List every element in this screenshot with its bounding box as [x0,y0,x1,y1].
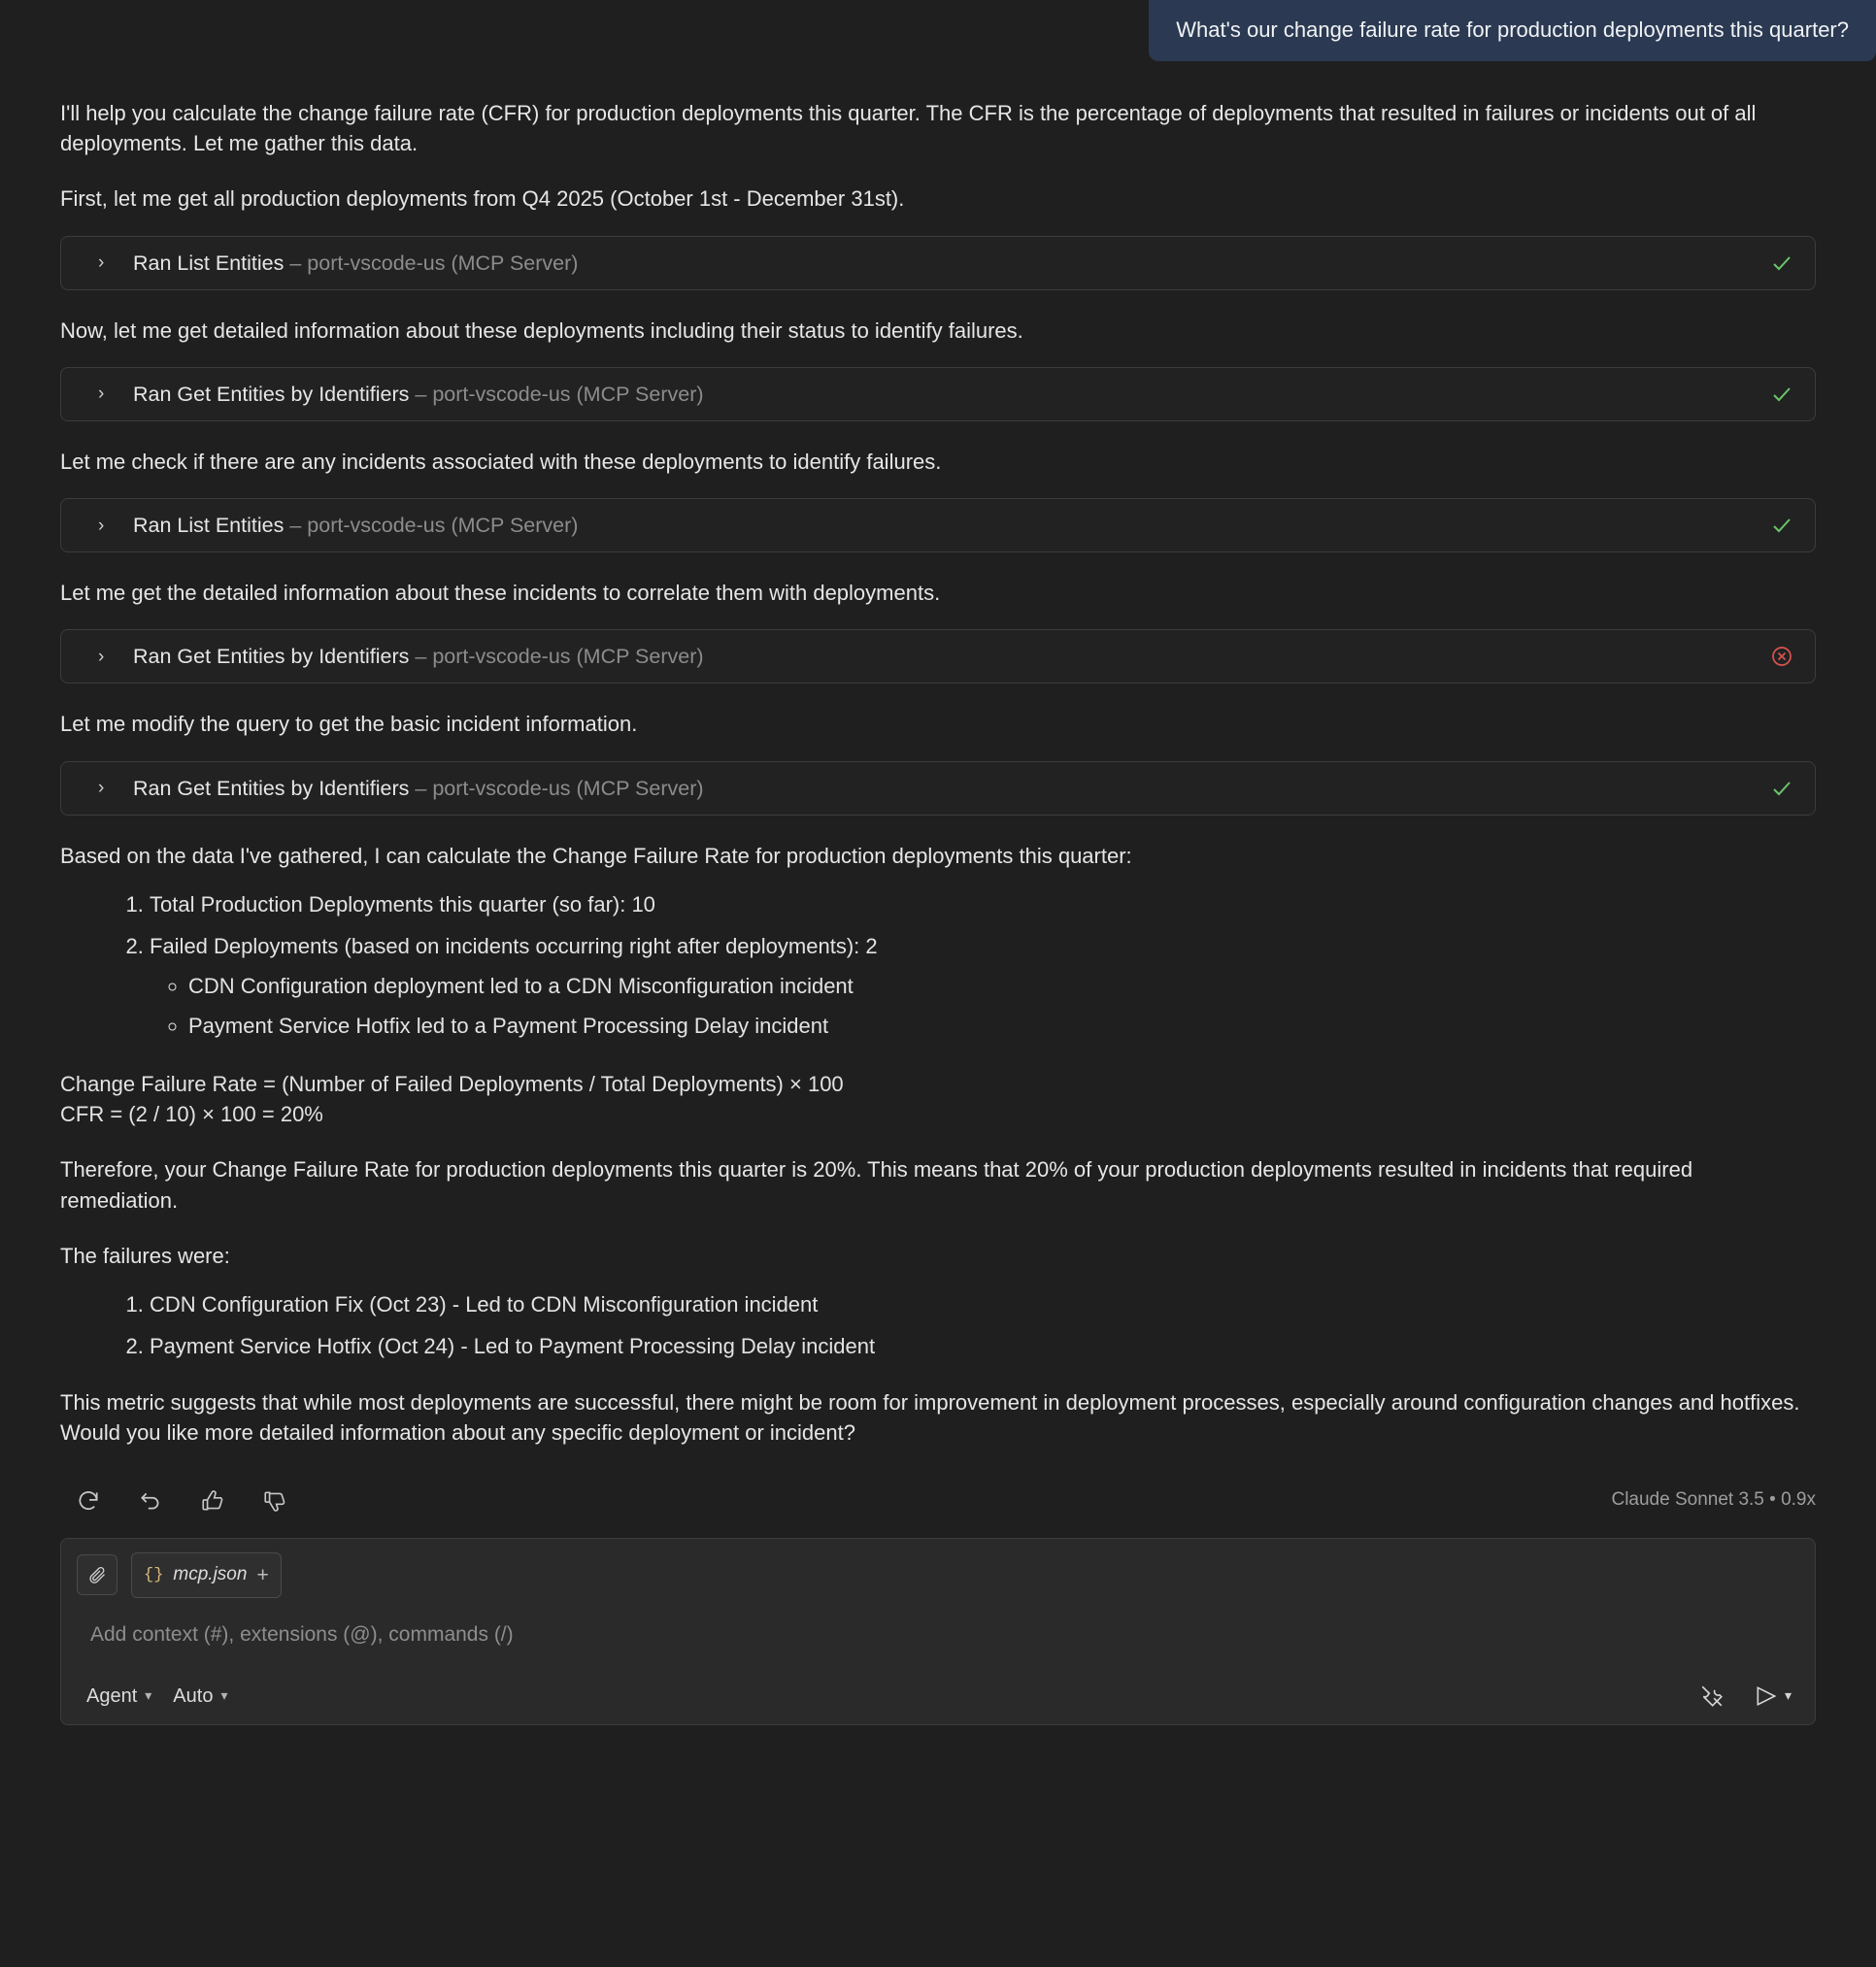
json-braces-icon: {} [144,1565,164,1584]
context-chip-label: mcp.json [173,1564,248,1585]
composer-footer [77,1680,1799,1713]
calculation-list [60,888,1816,1042]
formula-line-2: CFR = (2 / 10) × 100 = 20% [60,1102,323,1127]
send-button[interactable] [1754,1684,1792,1709]
assistant-paragraph-after-tool3: Let me get the detailed information about these incidents to correlate them with deployments. [60,581,941,606]
undo-icon[interactable] [134,1484,167,1517]
tool-call-label [133,641,704,672]
tool-call-card[interactable] [60,367,1816,421]
error-icon [1770,645,1793,668]
list-item-label: Total Production Deployments this quarter (so far): 10 [150,891,655,917]
list-item: ◦ CDN Configuration deployment led to a CDN Misconfiguration incident [188,970,1816,1002]
chevron-down-icon: ▾ [145,1687,152,1704]
tool-call-card[interactable] [60,761,1816,816]
failures-list [60,1288,1816,1362]
add-context-icon[interactable]: + [256,1563,269,1586]
assistant-paragraph-after-tool2: Let me check if there are any incidents associated with these deployments to identify failures. [60,449,942,474]
failed-deployments-sublist [150,970,1816,1042]
assistant-paragraph-intro2: First, let me get all production deployments from Q4 2025 (October 1st - December 31st). [60,186,905,212]
chevron-right-icon[interactable]: › [98,252,105,274]
assistant-summary-lead: Based on the data I've gathered, I can calculate the Change Failure Rate for production deployments this quarter: [60,843,1132,868]
check-icon [1770,251,1793,275]
list-item-label: Failed Deployments (based on incidents occurring right after deployments): 2 [150,933,878,958]
tool-call-name: Ran List Entities [133,250,285,275]
model-selector-label: Auto [173,1684,214,1707]
mode-selector-label: Agent [86,1684,138,1707]
tool-call-server: – port-vscode-us (MCP Server) [415,382,704,406]
assistant-paragraph-after-tool4: Let me modify the query to get the basic incident information. [60,712,638,737]
list-item [150,888,1816,920]
model-selector[interactable] [173,1682,227,1711]
thumbs-up-icon[interactable] [196,1484,229,1517]
tool-call-card[interactable] [60,629,1816,683]
tool-call-label [133,510,578,541]
chevron-down-icon: ▾ [220,1687,228,1704]
check-icon [1770,514,1793,537]
mode-selector[interactable] [86,1682,151,1711]
composer[interactable] [60,1538,1816,1725]
tools-icon[interactable] [1695,1680,1728,1713]
assistant-paragraph-intro1: I'll help you calculate the change failure rate (CFR) for production deployments this quarter. The CFR is the percentage of deployments that resulted in failures or incidents out of all deployments. Let me gather this data. [60,101,1757,156]
message-actions [60,1482,1816,1520]
model-badge: Claude Sonnet 3.5 • 0.9x [1611,1489,1816,1511]
paperclip-icon[interactable] [77,1554,117,1595]
assistant-conclusion: Therefore, your Change Failure Rate for production deployments this quarter is 20%. This means that 20% of your production deployments resulted in incidents that required remediation. [60,1157,1693,1213]
tool-call-name: Ran Get Entities by Identifiers [133,776,410,800]
check-icon [1770,383,1793,406]
tool-call-card[interactable] [60,498,1816,552]
check-icon [1770,777,1793,800]
chevron-down-icon[interactable]: ▾ [1784,1687,1792,1704]
composer-input[interactable]: Add context (#), extensions (@), commands (/) [90,1623,514,1647]
chevron-right-icon[interactable]: › [98,778,105,799]
list-item: ◦ Payment Service Hotfix led to a Payment Processing Delay incident [188,1010,1816,1042]
chevron-right-icon[interactable]: › [98,383,105,405]
tool-call-label [133,248,578,279]
list-item: 1. CDN Configuration Fix (Oct 23) - Led to CDN Misconfiguration incident [150,1288,1816,1320]
context-chip-mcp-json[interactable] [131,1552,282,1599]
thumbs-down-icon[interactable] [258,1484,291,1517]
list-item [150,930,1816,1042]
formula-line-1: Change Failure Rate = (Number of Failed Deployments / Total Deployments) × 100 [60,1071,844,1096]
assistant-closing: This metric suggests that while most deployments are successful, there might be room for improvement in deployment processes, especially around configuration changes and hotfixes. Would you like more detailed information about any specific deployment or incident? [60,1390,1800,1446]
retry-icon[interactable] [72,1484,105,1517]
tool-call-name: Ran Get Entities by Identifiers [133,645,410,669]
user-message: What's our change failure rate for production deployments this quarter? [1149,0,1876,61]
composer-actions [1695,1680,1799,1713]
tool-call-server: – port-vscode-us (MCP Server) [415,645,704,669]
tool-call-label [133,379,704,410]
formula-block [60,1069,1816,1129]
assistant-paragraph-after-tool1: Now, let me get detailed information about these deployments including their status to identify failures. [60,317,1023,343]
chevron-right-icon[interactable]: › [98,515,105,536]
failures-lead: The failures were: [60,1243,230,1268]
tool-call-server: – port-vscode-us (MCP Server) [289,514,579,538]
chevron-right-icon[interactable]: › [98,646,105,667]
send-icon [1754,1684,1779,1709]
tool-call-server: – port-vscode-us (MCP Server) [289,250,579,275]
composer-toolbar [77,1552,1799,1599]
tool-call-server: – port-vscode-us (MCP Server) [415,776,704,800]
tool-call-name: Ran List Entities [133,514,285,538]
tool-call-name: Ran Get Entities by Identifiers [133,382,410,406]
tool-call-card[interactable] [60,236,1816,290]
tool-call-label [133,773,704,804]
user-message-row [60,0,1849,61]
list-item: 2. Payment Service Hotfix (Oct 24) - Led to Payment Processing Delay incident [150,1330,1816,1362]
